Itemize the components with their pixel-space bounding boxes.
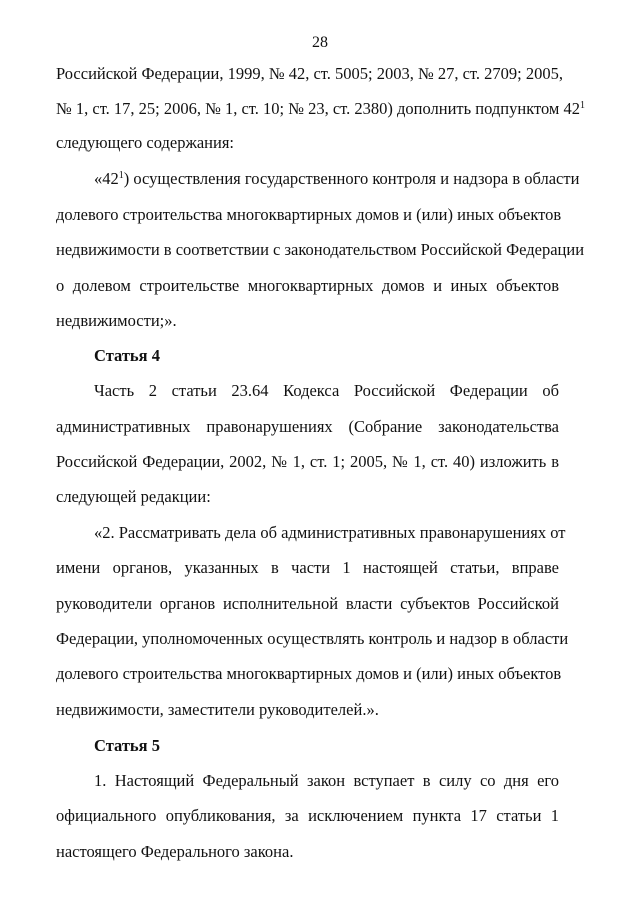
superscript: 1 — [118, 170, 124, 181]
text-line: долевого строительства многоквартирных домов и (или) иных объектов — [56, 664, 562, 683]
text-line: Часть 2 статьи 23.64 Кодекса Российской Федерации об — [94, 381, 559, 400]
text-line: «2. Рассматривать дела об административных правонарушениях от — [94, 523, 566, 542]
text-line — [56, 99, 585, 119]
text-line: Российской Федерации, 2002, № 1, ст. 1; 2005, № 1, ст. 40) изложить в — [56, 452, 559, 471]
text-line — [94, 169, 580, 189]
superscript: 1 — [580, 100, 585, 111]
text-line: следующего содержания: — [56, 133, 235, 152]
text-line: недвижимости в соответствии с законодательством Российской Федерации — [56, 240, 585, 259]
page-number: 28 — [312, 34, 328, 51]
text-line: официального опубликования, за исключением пункта 17 статьи 1 — [56, 806, 559, 825]
text-line: административных правонарушениях (Собрание законодательства — [56, 417, 559, 436]
text-line: 1. Настоящий Федеральный закон вступает в силу со дня его — [94, 771, 559, 790]
text-line: Российской Федерации, 1999, № 42, ст. 5005; 2003, № 27, ст. 2709; 2005, — [56, 64, 563, 83]
article-heading: Статья 5 — [94, 736, 160, 755]
text-line: имени органов, указанных в части 1 настоящей статьи, вправе — [56, 558, 559, 577]
text-span: «42 — [94, 169, 119, 188]
text-line: руководители органов исполнительной власти субъектов Российской — [56, 594, 559, 613]
text-line: Федерации, уполномоченных осуществлять контроль и надзор в области — [56, 629, 569, 648]
text-line: о долевом строительстве многоквартирных домов и иных объектов — [56, 276, 559, 295]
text-line: недвижимости;». — [56, 311, 177, 330]
text-span: № 1, ст. 17, 25; 2006, № 1, ст. 10; № 23, ст. 2380) дополнить подпунктом 42 — [56, 99, 580, 118]
article-heading: Статья 4 — [94, 346, 160, 365]
text-span: ) осуществления государственного контроля и надзора в области — [123, 169, 580, 188]
text-line: настоящего Федерального закона. — [56, 842, 294, 861]
text-line: долевого строительства многоквартирных домов и (или) иных объектов — [56, 205, 562, 224]
text-line: следующей редакции: — [56, 487, 211, 506]
text-line: недвижимости, заместители руководителей.». — [56, 700, 379, 719]
